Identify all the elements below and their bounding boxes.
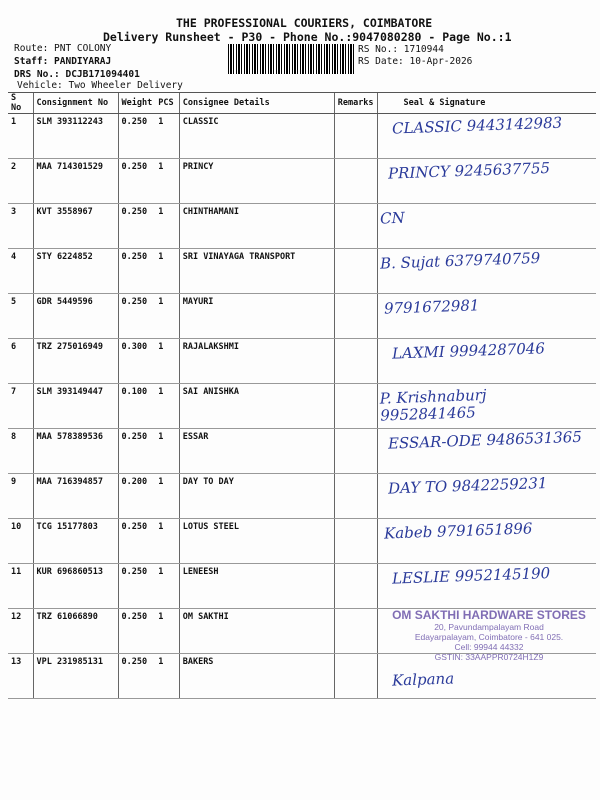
s-no: 10 — [8, 519, 33, 564]
drs-number: DRS No.: DCJB171094401 — [14, 69, 140, 80]
pcs: 1 — [155, 249, 179, 294]
remarks — [334, 249, 377, 294]
barcode — [228, 44, 354, 74]
rs-date: RS Date: 10-Apr-2026 — [358, 56, 473, 67]
remarks — [334, 564, 377, 609]
consignment-no: VPL 231985131 — [33, 654, 118, 699]
weight: 0.250 — [118, 249, 155, 294]
pcs: 1 — [155, 654, 179, 699]
stamp-phone: Cell: 99944 44332 — [454, 642, 524, 652]
runsheet-subtitle: Delivery Runsheet - P30 - Phone No.:9047080280 - Page No.:1 — [103, 30, 512, 44]
pcs: 1 — [155, 429, 179, 474]
handwritten-signature: CLASSIC 9443142983 — [391, 113, 563, 138]
s-no: 8 — [8, 429, 33, 474]
consignment-no: TRZ 61066890 — [33, 609, 118, 654]
handwritten-signature: LESLIE 9952145190 — [391, 564, 551, 588]
handwritten-signature: ESSAR-ODE 9486531365 — [387, 427, 583, 453]
consignment-no: MAA 714301529 — [33, 159, 118, 204]
remarks — [334, 204, 377, 249]
consignment-no: MAA 578389536 — [33, 429, 118, 474]
pcs: 1 — [155, 609, 179, 654]
remarks — [334, 294, 377, 339]
consignee-name: CLASSIC — [179, 114, 334, 159]
consignment-no: TCG 15177803 — [33, 519, 118, 564]
weight: 0.100 — [118, 384, 155, 429]
handwritten-signature: LAXMI 9994287046 — [391, 339, 546, 363]
weight: 0.300 — [118, 339, 155, 384]
remarks — [334, 159, 377, 204]
consignee-name: SRI VINAYAGA TRANSPORT — [179, 249, 334, 294]
company-stamp — [384, 609, 594, 662]
handwritten-signature: 9791672981 — [383, 296, 480, 318]
remarks — [334, 519, 377, 564]
consignee-name: ESSAR — [179, 429, 334, 474]
weight: 0.250 — [118, 159, 155, 204]
remarks — [334, 339, 377, 384]
consignee-name: OM SAKTHI — [179, 609, 334, 654]
pcs: 1 — [155, 294, 179, 339]
col-consignee: Consignee Details — [179, 93, 334, 114]
remarks — [334, 429, 377, 474]
pcs: 1 — [155, 114, 179, 159]
col-weight: Weight — [118, 93, 155, 114]
handwritten-signature: B. Sujat 6379740759 — [379, 248, 541, 273]
weight: 0.250 — [118, 204, 155, 249]
pcs: 1 — [155, 204, 179, 249]
consignment-no: TRZ 275016949 — [33, 339, 118, 384]
rs-number: RS No.: 1710944 — [358, 44, 444, 55]
s-no: 3 — [8, 204, 33, 249]
col-sno: S No — [8, 93, 33, 114]
handwritten-signature: DAY TO 9842259231 — [387, 474, 548, 498]
consignment-no: GDR 5449596 — [33, 294, 118, 339]
col-remarks: Remarks — [334, 93, 377, 114]
vehicle: Vehicle: Two Wheeler Delivery — [17, 80, 183, 91]
s-no: 9 — [8, 474, 33, 519]
weight: 0.250 — [118, 609, 155, 654]
consignment-no: STY 6224852 — [33, 249, 118, 294]
stamp-gstin: GSTIN: 33AAPPR0724H1Z9 — [434, 652, 544, 662]
pcs: 1 — [155, 474, 179, 519]
weight: 0.250 — [118, 114, 155, 159]
stamp-address2: Edayarpalayam, Coimbatore - 641 025. — [414, 632, 564, 642]
consignee-name: LENEESH — [179, 564, 334, 609]
consignee-name: PRINCY — [179, 159, 334, 204]
col-signature: Seal & Signature — [377, 93, 596, 114]
s-no: 2 — [8, 159, 33, 204]
col-pcs: PCS — [155, 93, 179, 114]
remarks — [334, 384, 377, 429]
weight: 0.250 — [118, 564, 155, 609]
remarks — [334, 474, 377, 519]
stamp-name: OM SAKTHI HARDWARE STORES — [392, 608, 586, 622]
s-no: 5 — [8, 294, 33, 339]
consignment-no: MAA 716394857 — [33, 474, 118, 519]
s-no: 6 — [8, 339, 33, 384]
s-no: 11 — [8, 564, 33, 609]
handwritten-signature: PRINCY 9245637755 — [387, 158, 551, 183]
consignee-name: LOTUS STEEL — [179, 519, 334, 564]
route: Route: PNT COLONY — [14, 43, 112, 54]
remarks — [334, 609, 377, 654]
stamp-address1: 20, Pavundampalayam Road — [434, 622, 544, 632]
pcs: 1 — [155, 519, 179, 564]
consignee-name: CHINTHAMANI — [179, 204, 334, 249]
remarks — [334, 114, 377, 159]
weight: 0.250 — [118, 654, 155, 699]
s-no: 1 — [8, 114, 33, 159]
consignment-no: SLM 393112243 — [33, 114, 118, 159]
consignment-no: SLM 393149447 — [33, 384, 118, 429]
pcs: 1 — [155, 159, 179, 204]
company-title: THE PROFESSIONAL COURIERS, COIMBATORE — [176, 16, 433, 30]
weight: 0.250 — [118, 429, 155, 474]
consignee-name: MAYURI — [179, 294, 334, 339]
weight: 0.250 — [118, 519, 155, 564]
handwritten-signature: Kabeb 9791651896 — [383, 519, 533, 543]
consignee-name: SAI ANISHKA — [179, 384, 334, 429]
col-consignment: Consignment No — [33, 93, 118, 114]
s-no: 13 — [8, 654, 33, 699]
consignment-no: KUR 696860513 — [33, 564, 118, 609]
weight: 0.200 — [118, 474, 155, 519]
handwritten-signature: Kalpana — [391, 669, 455, 690]
pcs: 1 — [155, 339, 179, 384]
pcs: 1 — [155, 564, 179, 609]
remarks — [334, 654, 377, 699]
handwritten-signature: CN — [379, 208, 405, 228]
s-no: 12 — [8, 609, 33, 654]
staff: Staff: PANDIYARAJ — [14, 56, 112, 67]
consignment-no: KVT 3558967 — [33, 204, 118, 249]
consignee-name: BAKERS — [179, 654, 334, 699]
handwritten-signature: P. Krishnaburj 9952841465 — [379, 385, 487, 425]
s-no: 7 — [8, 384, 33, 429]
weight: 0.250 — [118, 294, 155, 339]
consignee-name: RAJALAKSHMI — [179, 339, 334, 384]
s-no: 4 — [8, 249, 33, 294]
pcs: 1 — [155, 384, 179, 429]
consignee-name: DAY TO DAY — [179, 474, 334, 519]
